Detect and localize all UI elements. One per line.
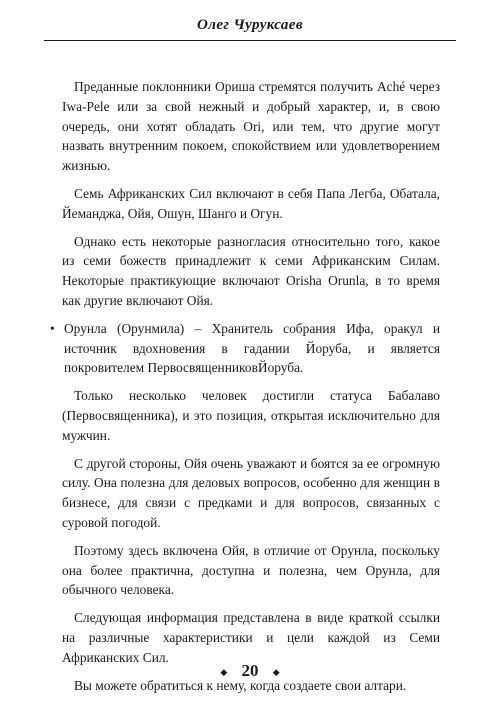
ornament-left-icon: ◆ [220,666,228,677]
running-head-author: Олег Чуруксаев [197,17,303,33]
bullet-text: Орунла (Орунмила) – Хранитель собрания Ифа, оракул и источник вдохновения в гадании Йоруба, и является покровителем ПервосвященниковЙоруба. [64,320,440,376]
paragraph: С другой стороны, Ойя очень уважают и боятся за ее огромную силу. Она полезна для деловых вопросов, особенно для женщин в бизнесе, для связи с предками и для вопросов, связанных с суровой погодой. [62,455,440,530]
paragraph: Следующая информация представлена в виде краткой ссылки на различные характеристики и цели каждой из Семи Африканских Сил. [62,610,440,665]
ornament-right-icon: ◆ [272,666,280,677]
header-rule [44,40,456,41]
bullet-item [50,319,440,378]
paragraph: Поэтому здесь включена Ойя, в отличие от Орунла, поскольку она более практична, доступна и полезна, чем Орунла, для обычного человека. [62,542,440,598]
page-number-value: 20 [241,661,259,680]
paragraph: Только несколько человек достигли статуса Бабалаво (Первосвященника), и это позиция, открытая исключительно для мужчин. [62,388,440,443]
page-body [50,77,440,703]
paragraph: Однако есть некоторые разногласия относительно того, какое из семи божеств принадлежит к семи Африканским Силам. Некоторые практикующие включают Orisha Orunla, в то время как другие включают Ойя. [62,233,440,308]
paragraph: Семь Африканских Сил включают в себя Папа Легба, Обатала, Йеманджа, Ойя, Ошун, Шанго и Огун. [62,185,440,221]
bullet-icon: • [50,320,55,336]
paragraph: Преданные поклонники Ориша стремятся получить Aché через Iwa-Pele или за свой нежный и добрый характер, и, в свою очередь, они хотят обладать Ori, или тем, что другие могут назвать внутренним покоем, спокойствием или удовлетворением жизнью. [62,79,440,174]
page-number [0,661,500,681]
paragraph: Вы можете обратиться к нему, когда создаете свои алтари. [74,677,407,693]
